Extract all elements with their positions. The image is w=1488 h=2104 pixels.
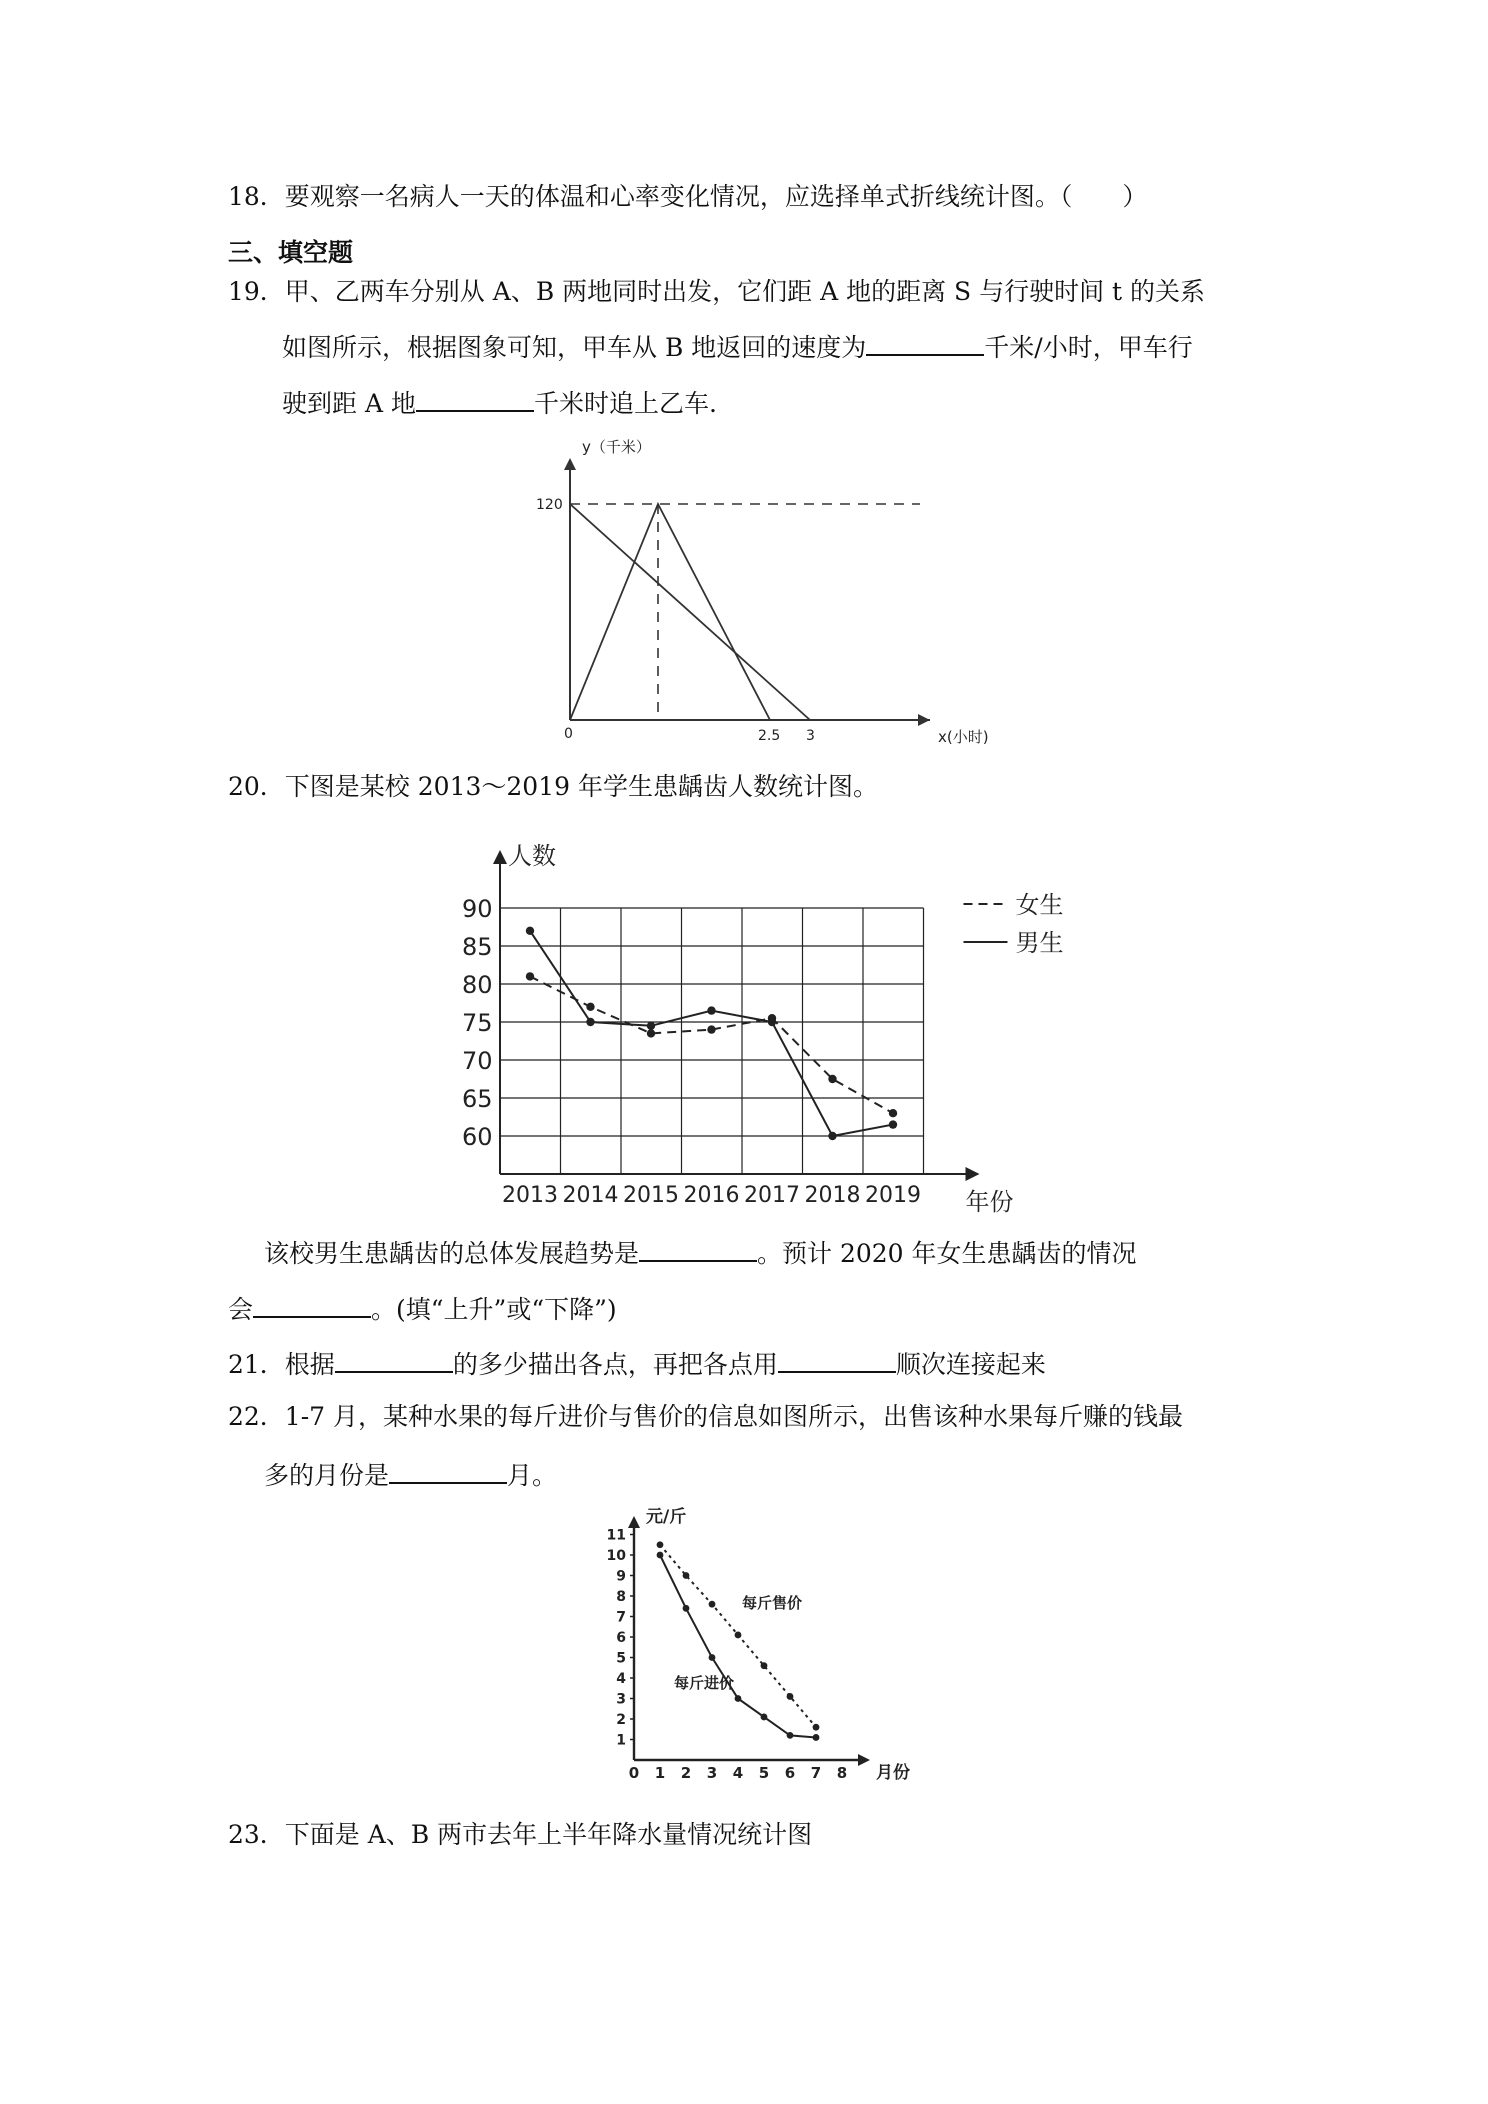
question-20-line2 [264, 1234, 1137, 1271]
data-point [889, 1120, 897, 1128]
data-point [787, 1732, 794, 1739]
data-point [735, 1632, 742, 1639]
y-axis-label: y（千米） [582, 438, 651, 456]
y-tick-label: 9 [616, 1568, 626, 1585]
question-22-line1: 22．1-7 月，某种水果的每斤进价与售价的信息如图所示，出售该种水果每斤赚的钱最 [228, 1402, 1184, 1431]
x-tick-label: 2013 [502, 1183, 558, 1208]
data-point [828, 1075, 836, 1083]
series-line-1 [570, 504, 770, 720]
fruit-price-chart [600, 1500, 940, 1800]
data-point [586, 1018, 594, 1026]
y-tick-label: 80 [462, 971, 493, 999]
legend-label-girls: 女生 [1015, 891, 1064, 919]
question-20-text-d: 。(填“上升”或“下降”) [371, 1295, 617, 1324]
data-point [768, 1018, 776, 1026]
x-tick-label: 3 [706, 1764, 718, 1782]
question-19-text-d: 千米时追上乙车. [533, 389, 717, 418]
question-21 [228, 1345, 1046, 1382]
question-19-line3 [282, 384, 717, 421]
data-point [707, 1006, 715, 1014]
question-20: 20．下图是某校 2013～2019 年学生患龋齿人数统计图。 [228, 772, 878, 801]
answer-blank-21a[interactable] [335, 1345, 453, 1373]
question-20-text-a: 该校男生患龋齿的总体发展趋势是 [264, 1239, 640, 1268]
origin-label: 0 [564, 726, 573, 742]
x-axis-label: 年份 [965, 1188, 1014, 1216]
question-20-line3 [228, 1290, 617, 1327]
x-axis-arrow [918, 714, 930, 726]
data-point [586, 1003, 594, 1011]
data-point [828, 1132, 836, 1140]
question-20-text-b: 。预计 2020 年女生患龋齿的情况 [757, 1239, 1137, 1268]
x-tick-label: 4 [732, 1764, 744, 1782]
question-22-text-b: 月。 [507, 1461, 558, 1490]
question-19-line2 [282, 328, 1193, 365]
data-point [707, 1025, 715, 1033]
legend-label-boys: 男生 [1015, 929, 1064, 957]
y-axis-label: 元/斤 [646, 1507, 687, 1527]
series-line-girls [530, 976, 893, 1113]
x-tick-label: 1 [654, 1764, 666, 1782]
distance-time-chart [520, 430, 1000, 750]
y-tick-label: 4 [616, 1671, 626, 1687]
question-18-text: 18．要观察一名病人一天的体温和心率变化情况，应选择单式折线统计图。（ ） [228, 182, 1148, 211]
data-point [813, 1724, 820, 1731]
y-tick-label: 60 [462, 1123, 493, 1151]
data-point [657, 1541, 664, 1548]
x-tick-label: 2 [680, 1764, 692, 1782]
x-tick-label: 7 [810, 1764, 822, 1782]
x-tick-label: 2019 [865, 1183, 921, 1208]
data-point [683, 1605, 690, 1612]
x-tick-label: 2015 [623, 1183, 679, 1208]
x-tick-label: 2014 [562, 1183, 619, 1208]
y-tick-label: 85 [462, 933, 493, 961]
y-axis-arrow [628, 1516, 640, 1528]
question-20-text-c: 会 [228, 1295, 254, 1324]
section-title: 三、填空题 [228, 238, 354, 267]
y-tick-label: 1 [616, 1732, 626, 1749]
data-point [647, 1022, 655, 1030]
y-tick-label: 90 [462, 895, 493, 923]
data-point [647, 1029, 655, 1037]
y-axis-label: 人数 [508, 842, 556, 870]
question-22-text-a: 多的月份是 [264, 1461, 390, 1490]
x-tick-label: 2018 [804, 1183, 861, 1208]
question-23: 23．下面是 A、B 两市去年上半年降水量情况统计图 [228, 1820, 813, 1849]
x-tick-label: 2.5 [758, 728, 781, 744]
y-tick-label: 65 [462, 1085, 493, 1113]
answer-blank-21b[interactable] [778, 1345, 896, 1373]
data-point [526, 972, 534, 980]
question-19-line1: 19．甲、乙两车分别从 A、B 两地同时出发，它们距 A 地的距离 S 与行驶时间 t 的关系 [228, 277, 1206, 306]
tooth-decay-chart [450, 838, 1090, 1216]
y-tick-label: 70 [462, 1047, 493, 1075]
series-line-2 [570, 504, 810, 720]
data-point [683, 1572, 690, 1579]
data-point [735, 1695, 742, 1702]
data-point [761, 1662, 768, 1669]
answer-blank-20b[interactable] [253, 1290, 371, 1318]
x-tick-label: 2017 [744, 1183, 800, 1208]
data-point [709, 1654, 716, 1661]
series-line-buy-price [660, 1555, 816, 1737]
data-point [761, 1714, 768, 1721]
y-axis-arrow [564, 458, 576, 470]
x-tick-label: 5 [758, 1764, 770, 1782]
y-tick-label: 7 [616, 1609, 626, 1626]
data-point [813, 1734, 820, 1741]
y-tick-label: 11 [606, 1527, 626, 1544]
data-point [889, 1109, 897, 1117]
question-19-text-a: 如图所示，根据图象可知，甲车从 B 地返回的速度为 [282, 333, 867, 362]
y-tick-label: 2 [616, 1712, 626, 1728]
series-label-sell-price: 每斤售价 [742, 1594, 803, 1613]
data-point [709, 1601, 716, 1608]
question-19-text-c: 驶到距 A 地 [282, 389, 416, 418]
answer-blank-22[interactable] [389, 1456, 507, 1484]
question-18 [228, 180, 1147, 214]
answer-blank-19b[interactable] [416, 384, 534, 412]
series-label-buy-price: 每斤进价 [674, 1674, 735, 1693]
x-axis-arrow [966, 1167, 980, 1181]
question-21-text-b: 的多少描出各点，再把各点用 [452, 1350, 778, 1379]
x-tick-label: 0 [628, 1764, 640, 1782]
data-point [787, 1693, 794, 1700]
y-tick-label: 75 [462, 1009, 493, 1037]
answer-blank-19a[interactable] [866, 328, 984, 356]
data-point [657, 1552, 664, 1559]
y-tick-label: 8 [616, 1589, 626, 1605]
y-tick-label: 3 [616, 1691, 626, 1708]
y-tick-label: 10 [606, 1548, 626, 1564]
data-point [526, 927, 534, 935]
x-tick-label: 6 [784, 1764, 796, 1782]
x-axis-arrow [858, 1754, 870, 1766]
y-tick-label: 5 [616, 1650, 626, 1667]
question-21-text-c: 顺次连接起来 [895, 1350, 1046, 1379]
y-tick-label: 120 [536, 497, 563, 513]
answer-blank-20a[interactable] [639, 1234, 757, 1262]
x-tick-label: 8 [836, 1764, 848, 1782]
y-axis-arrow [493, 850, 507, 864]
x-tick-label: 3 [806, 728, 815, 744]
x-axis-label: x(小时) [938, 728, 989, 746]
x-axis-label: 月份 [876, 1763, 910, 1783]
x-tick-label: 2016 [683, 1183, 740, 1208]
question-21-text-a: 21．根据 [228, 1350, 335, 1379]
y-tick-label: 6 [616, 1630, 626, 1646]
question-19-text-b: 千米/小时，甲车行 [984, 333, 1193, 362]
question-22-line2 [264, 1456, 557, 1493]
